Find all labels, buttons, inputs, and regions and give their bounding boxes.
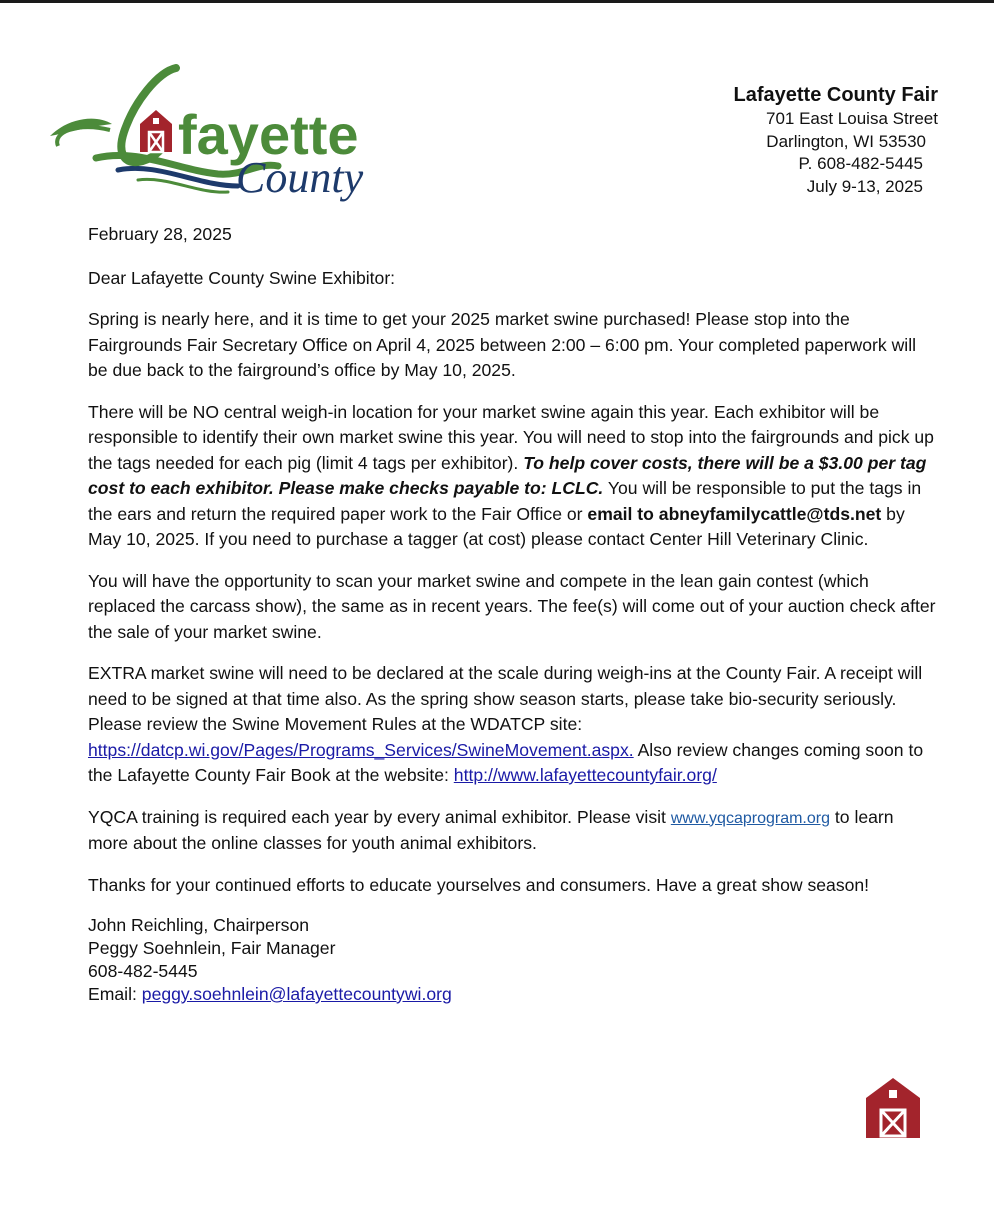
paragraph-1: Spring is nearly here, and it is time to get your 2025 market swine purchased! Please stop into the Fairgrounds Fair Secretary Office on April 4, 2025 between 2:00 – 6:00 pm. Your completed paperwork will be due back to the fairground’s office by May 10, 2025. (88, 309, 917, 380)
salutation: Dear Lafayette County Swine Exhibitor: (88, 267, 396, 288)
fair-address-block (734, 82, 938, 198)
p2-text-b: You will be responsible to put the tags in the ears and return the required paper work to the Fair Office or (88, 478, 922, 524)
barn-icon (866, 1076, 920, 1138)
fair-name: Lafayette County Fair (733, 84, 938, 106)
p4-text-a: EXTRA market swine will need to be declared at the scale during weigh-ins at the County Fair. A receipt will need to be signed at that time also. As the spring show season starts, please take bio-security seriously. Please review the Swine Movement Rules at the WDATCP site: (88, 663, 923, 734)
letter-date: February 28, 2025 (88, 224, 232, 244)
signer-email-line (88, 983, 938, 1006)
email-label: Email: (88, 984, 142, 1004)
logo-word-county: County (236, 153, 364, 202)
p2-email-instruction: email to abneyfamilycattle@tds.net (587, 503, 882, 524)
fair-street: 701 East Louisa Street (765, 109, 938, 128)
p5-text-b: to learn more about the online classes for youth animal exhibitors. (88, 806, 894, 853)
manager-email-link[interactable]: peggy.soehnlein@lafayettecountywi.org (141, 984, 452, 1004)
letter-body (88, 222, 938, 1006)
paragraph-6: Thanks for your continued efforts to educate yourselves and consumers. Have a great show season! (88, 874, 870, 895)
paragraph-5 (88, 805, 938, 857)
p4-text-b: Also review changes coming soon to the Lafayette County Fair Book at the website: (88, 739, 924, 785)
paragraph-3: You will have the opportunity to scan your market swine and compete in the lean gain contest (which replaced the carcass show), the same as in recent years. The fee(s) will come out of your auction check after the sale of your market swine. (88, 570, 936, 642)
p2-fee-notice: To help cover costs, there will be a $3.00 per tag cost to each exhibitor. Please make checks payable to: LCLC. (88, 452, 927, 498)
top-border (0, 0, 994, 3)
yqca-link[interactable]: www.yqcaprogram.org (670, 809, 830, 827)
paragraph-2 (88, 400, 938, 553)
p2-text-a: There will be NO central weigh-in location for your market swine again this year. Each exhibitor will be responsible to identify their own market swine this year. You will need to stop into the fairgrounds and pick up the tags needed for each pig (limit 4 tags per exhibitor). (88, 401, 934, 473)
lafayette-county-logo (48, 62, 378, 214)
signer-chair: John Reichling, Chairperson (88, 915, 310, 935)
wdatcp-swine-link[interactable]: https://datcp.wi.gov/Pages/Programs_Services/SwineMovement.aspx. (88, 739, 634, 760)
signer-manager: Peggy Soehnlein, Fair Manager (88, 938, 336, 958)
logo-word-lafayette: fayette (178, 103, 359, 166)
p5-text-a: YQCA training is required each year by every animal exhibitor. Please visit (88, 806, 671, 827)
signer-phone: 608-482-5445 (88, 961, 198, 981)
fair-website-link[interactable]: http://www.lafayettecountyfair.org/ (453, 765, 717, 785)
fair-dates: July 9-13, 2025 (806, 176, 923, 196)
fair-phone: P. 608-482-5445 (798, 154, 923, 173)
signature-block (88, 914, 938, 1006)
fair-city: Darlington, WI 53530 (766, 131, 926, 151)
p2-text-c: by May 10, 2025. If you need to purchase a tagger (at cost) please contact Center Hill Veterinary Clinic. (88, 503, 905, 549)
paragraph-4 (88, 661, 938, 789)
